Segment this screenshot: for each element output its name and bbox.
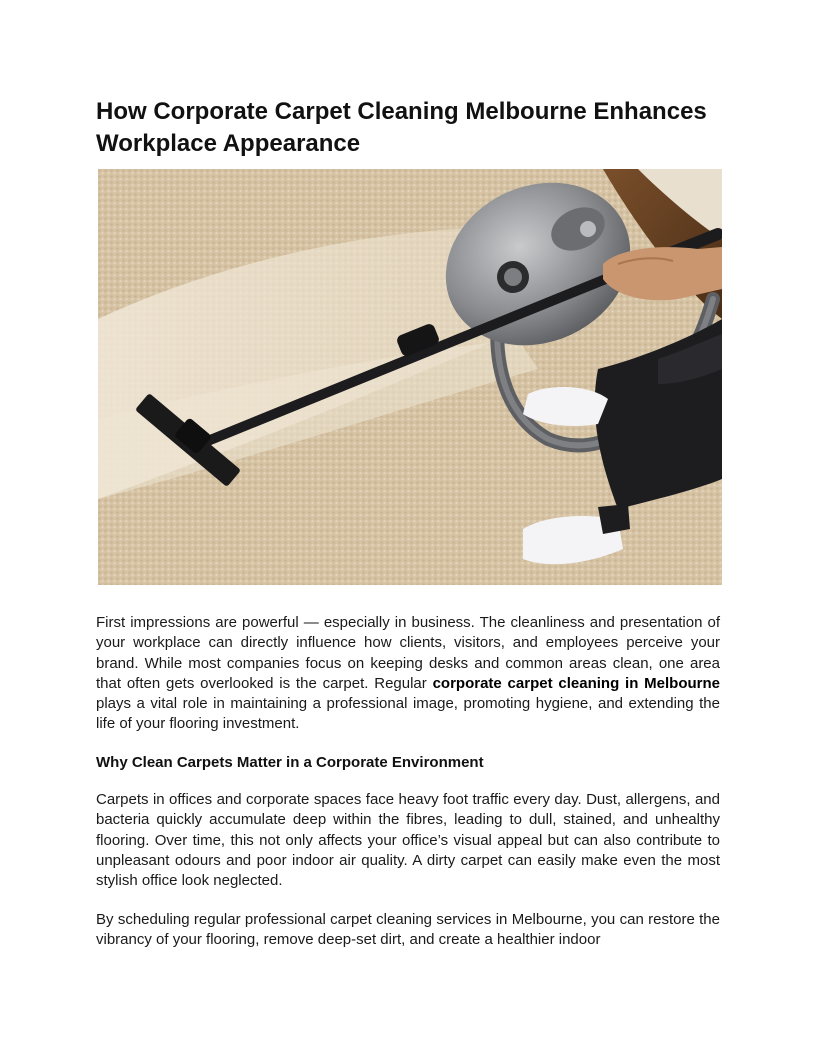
intro-text-start: First impressions are powerful — especially in business. The cleanliness and presentation of your workplace can directly influence how clients, visitors, and employees perceive your brand. While most companies focus on keeping desks and common areas clean, one area that often gets overlooked is the carpet. Regular: [96, 614, 720, 692]
intro-paragraph: [96, 613, 720, 735]
section-heading: Why Clean Carpets Matter in a Corporate Environment: [96, 754, 484, 771]
intro-keyword-bold: corporate carpet cleaning in Melbourne: [432, 674, 720, 692]
section-paragraph-1: Carpets in offices and corporate spaces face heavy foot traffic every day. Dust, allergens, and bacteria quickly accumulate deep within the fibres, leading to dull, stained, and unhealthy flooring. Over time, this not only affects your office’s visual appeal but can also contribute to unpleasant odours and poor indoor air quality. A dirty carpet can easily make even the most stylish office look neglected.: [96, 791, 720, 890]
vacuum-carpet-photo: [98, 169, 722, 585]
intro-text-end: plays a vital role in maintaining a professional image, promoting hygiene, and extending the life of your flooring investment.: [96, 695, 720, 733]
document-page: [96, 96, 720, 949]
page-title: How Corporate Carpet Cleaning Melbourne Enhances Workplace Appearance: [96, 98, 707, 157]
section-paragraph-2: By scheduling regular professional carpet cleaning services in Melbourne, you can restore the vibrancy of your flooring, remove deep-set dirt, and create a healthier indoor: [96, 911, 720, 949]
